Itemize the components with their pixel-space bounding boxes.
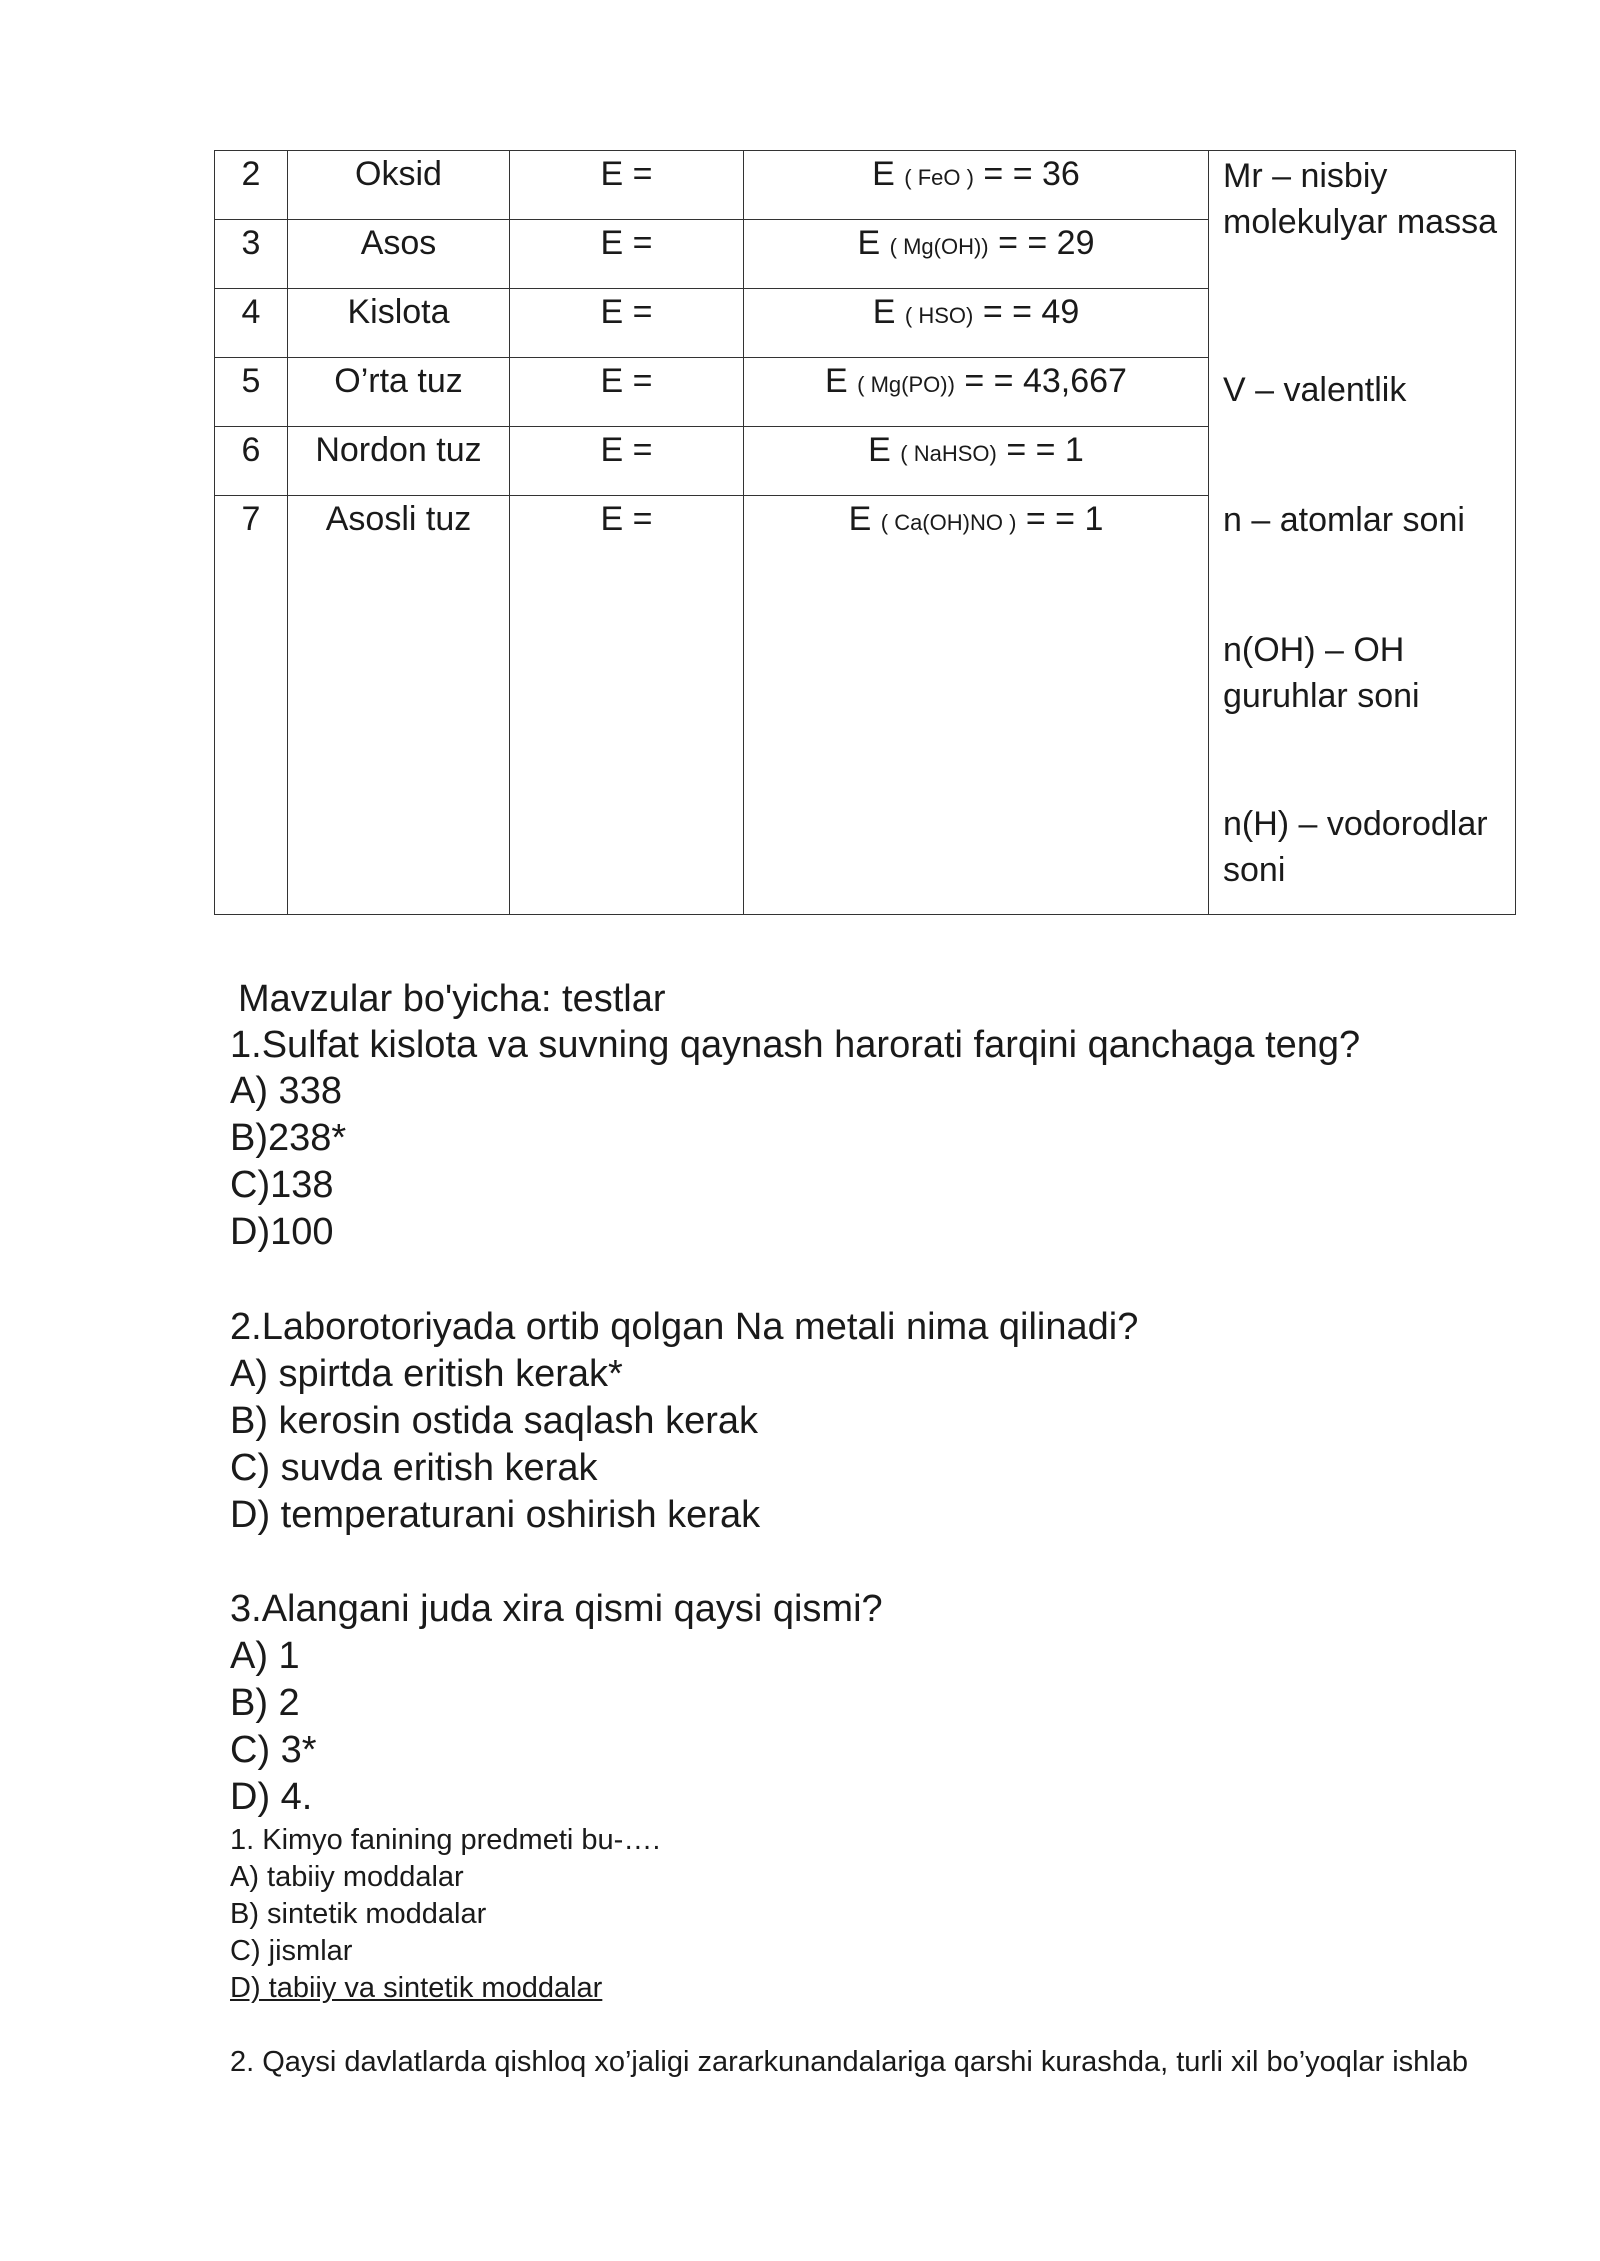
calc-result: = = 29 [998,224,1095,262]
q2-option-c: C) suvda eritish kerak [230,1447,598,1489]
row-number: 5 [215,358,288,427]
equivalent-formula: E = [510,289,744,358]
substance-class: Asosli tuz [288,496,510,915]
calc-result: = = 1 [1025,500,1104,538]
calc-symbol: E [872,155,895,193]
equivalent-calculation [744,151,1209,220]
equivalent-formula: E = [510,151,744,220]
calc-symbol: E [825,362,848,400]
q1-option-b: B)238* [230,1117,347,1159]
calc-result: = = 49 [982,293,1080,331]
q2-option-b: B) kerosin ostida saqlash kerak [230,1400,759,1442]
equivalent-formula-table [214,150,1516,915]
calc-result: = = 1 [1006,431,1084,469]
equivalent-formula: E = [510,427,744,496]
substance-class: Nordon tuz [288,427,510,496]
table-row [215,151,1516,220]
q1-option-a: A) 338 [230,1070,342,1112]
substance-class: O’rta tuz [288,358,510,427]
substance-class: Oksid [288,151,510,220]
legend-v: V – valentlik [1223,371,1407,409]
equivalent-calculation [744,496,1209,915]
legend-nh: n(H) – vodorodlar soni [1223,805,1488,889]
row-number: 3 [215,220,288,289]
q4-option-a: A) tabiiy moddalar [230,1861,464,1893]
section-title: Mavzular bo'yicha: testlar [238,978,666,1020]
q4-option-d: D) tabiiy va sintetik moddalar [230,1972,603,2004]
q3-option-a: A) 1 [230,1635,300,1677]
question-1: 1.Sulfat kislota va suvning qaynash harorati farqini qanchaga teng? [230,1024,1361,1066]
calc-symbol: E [868,431,891,469]
question-3: 3.Alangani juda xira qismi qaysi qismi? [230,1588,883,1630]
legend-noh: n(OH) – OH guruhlar soni [1223,631,1420,715]
legend-n: n – atomlar soni [1223,501,1465,539]
legend-mr: Mr – nisbiy molekulyar massa [1223,157,1497,241]
row-number: 4 [215,289,288,358]
q2-option-a: A) spirtda eritish kerak* [230,1353,623,1395]
question-4: 1. Kimyo fanining predmeti bu-…. [230,1824,661,1856]
q2-option-d: D) temperaturani oshirish kerak [230,1494,761,1536]
calc-symbol: E [857,224,881,262]
row-number: 6 [215,427,288,496]
calc-symbol: E [848,500,872,538]
equivalent-calculation [744,427,1209,496]
legend-cell [1209,151,1516,915]
q1-option-c: C)138 [230,1164,334,1206]
calc-result: = = 36 [983,155,1080,193]
calc-substance: ( Mg(OH)) [889,234,989,259]
equivalent-calculation [744,358,1209,427]
calc-substance: ( NaHSO) [900,441,997,466]
q4-option-c: C) jismlar [230,1935,353,1967]
calc-substance: ( FeO ) [904,165,974,190]
question-5: 2. Qaysi davlatlarda qishloq xo’jaligi zararkunandalariga qarshi kurashda, turli xil bo’yoqlar ishlab [230,2046,1468,2078]
equivalent-formula: E = [510,220,744,289]
equivalent-calculation [744,220,1209,289]
equivalent-formula: E = [510,358,744,427]
substance-class: Asos [288,220,510,289]
q3-option-d: D) 4. [230,1776,313,1818]
equivalent-formula: E = [510,496,744,915]
q1-option-d: D)100 [230,1211,334,1253]
equivalent-calculation [744,289,1209,358]
substance-class: Kislota [288,289,510,358]
calc-substance: ( Mg(PO)) [857,372,955,397]
row-number: 7 [215,496,288,915]
q3-option-c: C) 3* [230,1729,317,1771]
question-2: 2.Laborotoriyada ortib qolgan Na metali nima qilinadi? [230,1306,1139,1348]
calc-substance: ( Ca(OH)NO ) [880,510,1017,535]
row-number: 2 [215,151,288,220]
q3-option-b: B) 2 [230,1682,300,1724]
calc-result: = = 43,667 [964,362,1127,400]
q4-option-b: B) sintetik moddalar [230,1898,487,1930]
calc-substance: ( HSO) [904,303,974,328]
calc-symbol: E [872,293,896,331]
